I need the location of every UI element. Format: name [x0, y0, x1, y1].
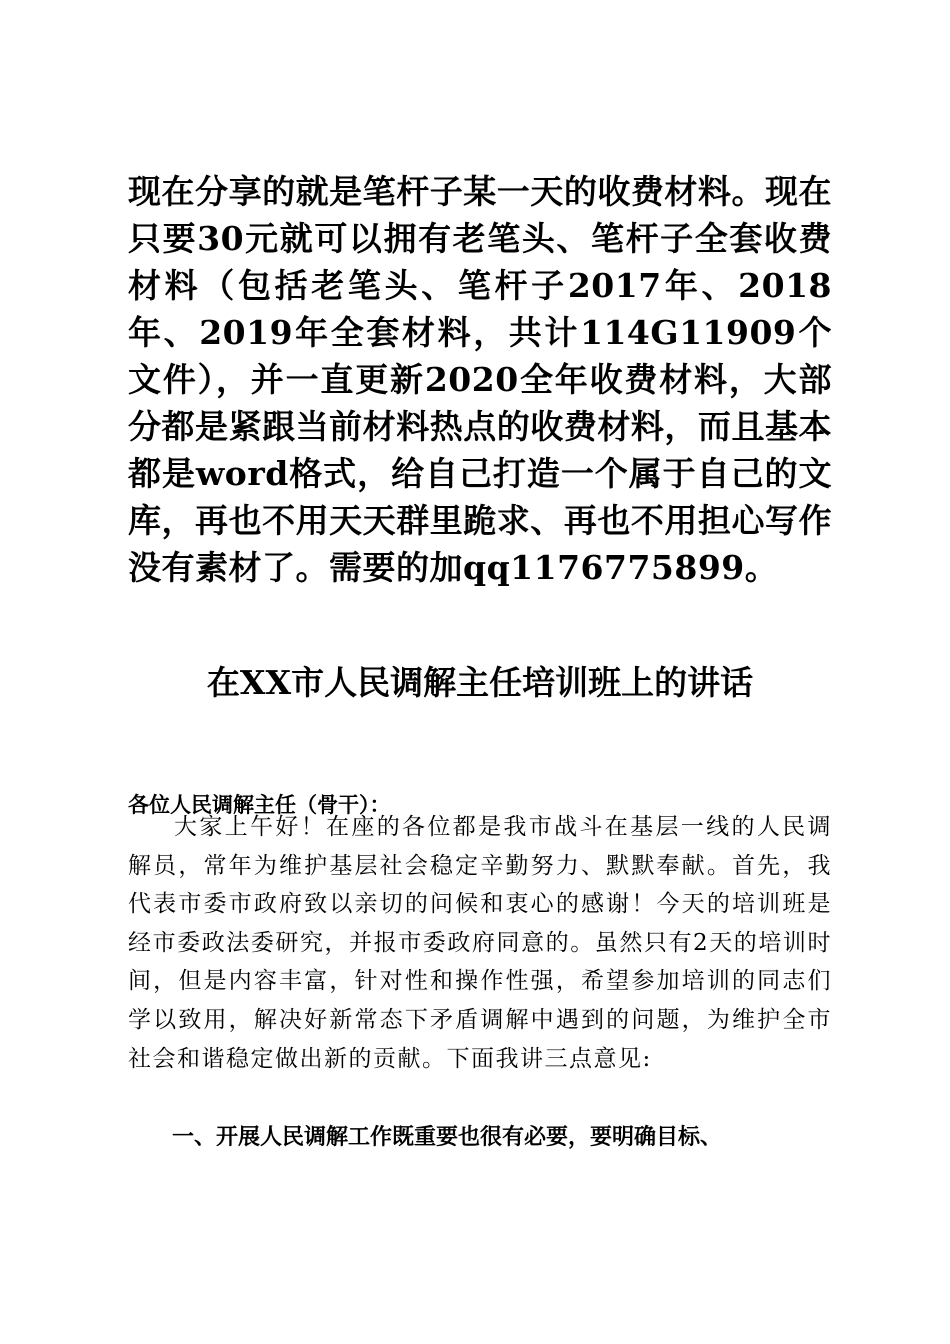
section-heading: 一、开展人民调解工作既重要也很有必要，要明确目标、	[172, 1125, 723, 1150]
salutation: 各位人民调解主任（骨干）：	[128, 793, 391, 817]
document-title: 在XX市人民调解主任培训班上的讲话	[206, 663, 754, 702]
promo-paragraph: 现在分享的就是笔杆子某一天的收费材料。现在只要30元就可以拥有老笔头、笔杆子全套收费材料（包括老笔头、笔杆子2017年、2018年、2019年全套材料，共计114G11909个文件），并一直更新2020全年收费材料，大部分都是紧跟当前材料热点的收费材料，而且基本都是word格式，给自己打造一个属于自己的文库，再也不用天天群里跪求、再也不用担心写作没有素材了。需要的加qq1176775899。	[128, 172, 832, 587]
body-paragraph: 大家上午好！在座的各位都是我市战斗在基层一线的人民调解员，常年为维护基层社会稳定辛勤努力、默默奉献。首先，我代表市委市政府致以亲切的问候和衷心的感谢！今天的培训班是经市委政法委研究，并报市委政府同意的。虽然只有2天的培训时间，但是内容丰富，针对性和操作性强，希望参加培训的同志们学以致用，解决好新常态下矛盾调解中遇到的问题，为维护全市社会和谐稳定做出新的贡献。下面我讲三点意见:	[128, 814, 832, 1072]
